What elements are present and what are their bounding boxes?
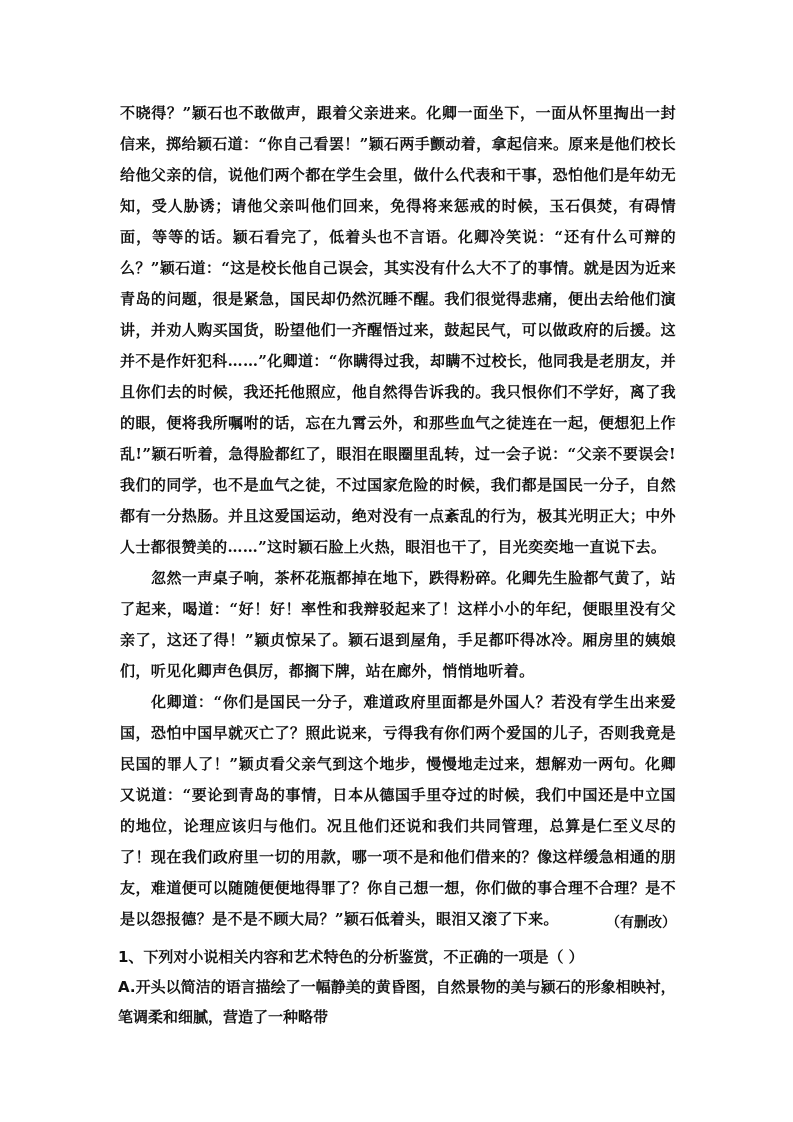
question-section: [118, 942, 688, 1032]
story-paragraph-2: 忽然一声桌子响，茶杯花瓶都掉在地下，跌得粉碎。化卿先生脸都气黄了，站了起来，喝道：“好！好！率性和我辩驳起来了！这样小小的年纪，便眼里没有父亲了，这还了得！”颖贞惊呆了。颖石退到屋角，手足都吓得冰冷。厢房里的姨娘们，听见化卿声色俱厉，都搁下牌，站在廊外，悄悄地听着。: [120, 569, 676, 680]
story-paragraph-1: 不晓得？”颖石也不敢做声，跟着父亲进来。化卿一面坐下，一面从怀里掏出一封信来，掷给颖石道：“你自己看罢！”颖石两手颤动着，拿起信来。原来是他们校长给他父亲的信，说他们两个都在学生会里，做什么代表和干事，恐怕他们是年幼无知，受人胁诱；请他父亲叫他们回来，免得将来惩戒的时候，玉石俱焚，有碍情面，等等的话。颖石看完了，低着头也不言语。化卿冷笑说：“还有什么可辩的么？”颖石道：“这是校长他自己误会，其实没有什么大不了的事情。就是因为近来青岛的问题，很是紧急，国民却仍然沉睡不醒。我们很觉得悲痛，便出去给他们演讲，并劝人购买国货，盼望他们一齐醒悟过来，鼓起民气，可以做政府的后援。这并不是作奸犯科……”化卿道：“你瞒得过我，却瞒不过校长，他同我是老朋友，并且你们去的时候，我还托他照应，他自然得告诉我的。我只恨你们不学好，离了我的眼，便将我所嘱咐的话，忘在九霄云外，和那些血气之徒连在一起，便想犯上作乱!”颖石听着，急得脸都红了，眼泪在眼圈里乱转，过一会子说：“父亲不要误会!我们的同学，也不是血气之徒，不过国家危险的时候，我们都是国民一分子，自然都有一分热肠。并且这爱国运动，绝对没有一点紊乱的行为，极其光明正大；中外人士都很赞美的……”这时颖石脸上火热，眼泪也干了，目光奕奕地一直说下去。: [120, 104, 676, 556]
question-1-option-a: A.开头以简洁的语言描绘了一幅静美的黄昏图，自然景物的美与颍石的形象相映衬，笔调柔和细腻，营造了一种略带: [118, 978, 676, 1026]
story-paragraph-3: 化卿道：“你们是国民一分子，难道政府里面都是外国人？若没有学生出来爱国，恐怕中国早就灭亡了？照此说来，亏得我有你们两个爱国的儿子，否则我竟是民国的罪人了！”颖贞看父亲气到这个地步，慢慢地走过来，想解劝一两句。化卿又说道：“要论到青岛的事情，日本从德国手里夺过的时候，我们中国还是中立国的地位，论理应该归与他们。况且他们还说和我们共同管理，总算是仁至义尽的了！现在我们政府里一切的用款，哪一项不是和他们借来的？像这样缓急相通的朋友，难道便可以随随便便地得罪了？你自己想一想，你们做的事合理不合理？是不是以怨报德？是不是不顾大局？”颖石低着头，眼泪又滚了下来。: [120, 693, 676, 928]
source-note: （有删改）: [606, 915, 676, 931]
question-1-stem: 1、下列对小说相关内容和艺术特色的分析鉴赏，不正确的一项是（ ）: [118, 948, 584, 966]
story-excerpt: [120, 98, 676, 935]
